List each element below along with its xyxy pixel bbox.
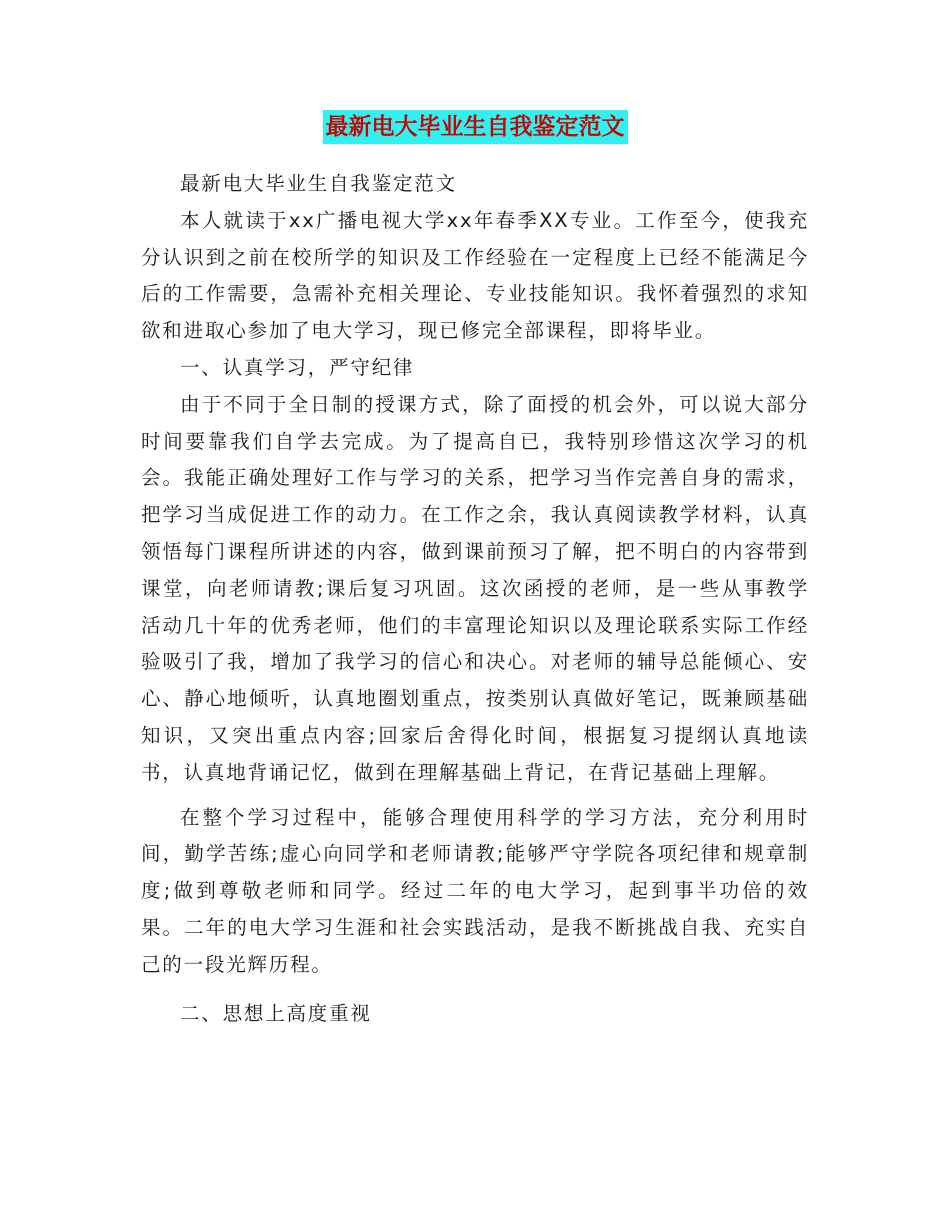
section-heading-2: 二、思想上高度重视 — [180, 1001, 372, 1025]
section-heading-1: 一、认真学习，严守纪律 — [180, 355, 415, 379]
document-body — [141, 166, 809, 1032]
title-container — [0, 110, 950, 144]
paragraph-process: 在整个学习过程中，能够合理使用科学的学习方法，充分利用时间，勤学苦练;虚心向同学和老师请教;能够严守学院各项纪律和规章制度;做到尊敬老师和同学。经过二年的电大学习，起到事半功倍的效果。二年的电大学习生涯和社会实践活动，是我不断挑战自我、充实自己的一段光辉历程。 — [141, 805, 809, 976]
paragraph-subtitle: 最新电大毕业生自我鉴定范文 — [180, 172, 457, 195]
paragraph-study: 由于不同于全日制的授课方式，除了面授的机会外，可以说大部分时间要靠我们自学去完成。为了提高自已，我特别珍惜这次学习的机会。我能正确处理好工作与学习的关系，把学习当作完善自身的需求，把学习当成促进工作的动力。在工作之余，我认真阅读教学材料，认真领悟每门课程所讲述的内容，做到课前预习了解，把不明白的内容带到课堂，向老师请教;课后复习巩固。这次函授的老师，是一些从事教学活动几十年的优秀老师，他们的丰富理论知识以及理论联系实际工作经验吸引了我，增加了我学习的信心和决心。对老师的辅导总能倾心、安心、静心地倾听，认真地圈划重点，按类别认真做好笔记，既兼顾基础知识，又突出重点内容;回家后舍得化时间，根据复习提纲认真地读书，认真地背诵记忆，做到在理解基础上背记，在背记基础上理解。 — [141, 392, 809, 784]
paragraph-intro: 本人就读于xx广播电视大学xx年春季XX专业。工作至今，使我充分认识到之前在校所学的知识及工作经验在一定程度上已经不能满足今后的工作需要，急需补充相关理论、专业技能知识。我怀着强烈的求知欲和进取心参加了电大学习，现已修完全部课程，即将毕业。 — [141, 208, 809, 343]
document-title: 最新电大毕业生自我鉴定范文 — [323, 110, 628, 144]
